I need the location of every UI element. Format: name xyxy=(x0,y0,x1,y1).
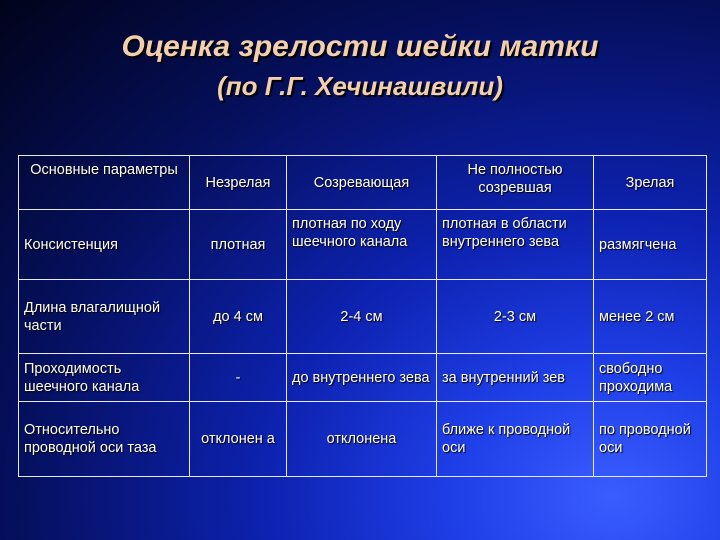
cell-maturing: 2-4 см xyxy=(287,280,437,354)
slide-title xyxy=(0,28,720,104)
cell-not-fully-mature: ближе к проводной оси xyxy=(437,402,594,477)
table-row xyxy=(19,402,707,477)
cell-maturing: отклонена xyxy=(287,402,437,477)
table-row xyxy=(19,280,707,354)
header-immature: Незрелая xyxy=(190,156,287,210)
cell-not-fully-mature: за внутренний зев xyxy=(437,354,594,402)
cell-maturing: плотная по ходу шеечного канала xyxy=(287,210,437,280)
header-parameters: Основные параметры xyxy=(19,156,190,210)
cell-mature: размягчена xyxy=(594,210,707,280)
cell-mature: свободно проходима xyxy=(594,354,707,402)
row-label: Относительно проводной оси таза xyxy=(19,402,190,477)
cell-mature: по проводной оси xyxy=(594,402,707,477)
cell-immature: до 4 см xyxy=(190,280,287,354)
header-not-fully-mature: Не полностью созревшая xyxy=(437,156,594,210)
cell-immature: - xyxy=(190,354,287,402)
maturity-table xyxy=(18,155,707,477)
cell-immature: отклонен а xyxy=(190,402,287,477)
cell-immature: плотная xyxy=(190,210,287,280)
table-row xyxy=(19,210,707,280)
header-mature: Зрелая xyxy=(594,156,707,210)
row-label: Проходимость шеечного канала xyxy=(19,354,190,402)
cell-not-fully-mature: плотная в области внутреннего зева xyxy=(437,210,594,280)
title-subtitle: (по Г.Г. Хечинашвили) xyxy=(217,71,503,101)
cell-not-fully-mature: 2-3 см xyxy=(437,280,594,354)
table-row xyxy=(19,354,707,402)
header-row xyxy=(19,156,707,210)
row-label: Консистенция xyxy=(19,210,190,280)
title-main: Оценка зрелости шейки матки xyxy=(121,30,599,63)
cell-mature: менее 2 см xyxy=(594,280,707,354)
cell-maturing: до внутреннего зева xyxy=(287,354,437,402)
header-maturing: Созревающая xyxy=(287,156,437,210)
row-label: Длина влагалищной части xyxy=(19,280,190,354)
